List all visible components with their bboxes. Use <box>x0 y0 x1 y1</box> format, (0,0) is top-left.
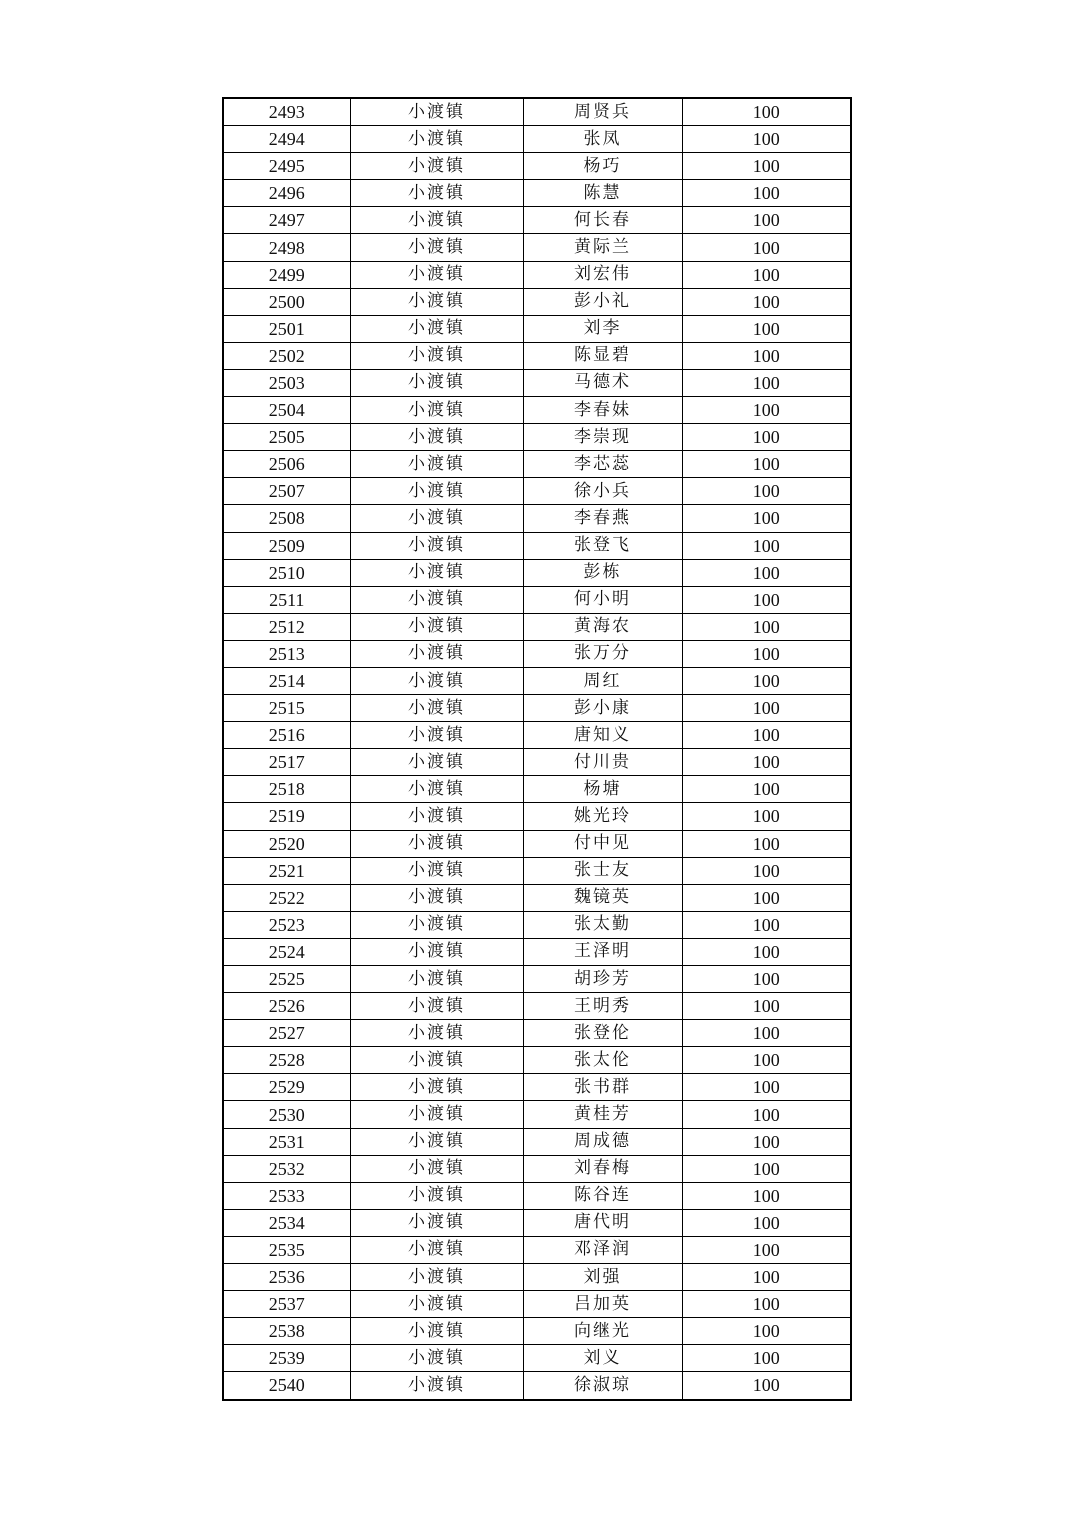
amount-cell: 100 <box>682 1318 851 1345</box>
person-name-cell: 彭小礼 <box>523 288 682 315</box>
amount-cell: 100 <box>682 1264 851 1291</box>
serial-number-cell: 2537 <box>223 1291 350 1318</box>
person-name-cell: 付中见 <box>523 830 682 857</box>
town-cell: 小渡镇 <box>350 1155 523 1182</box>
serial-number-cell: 2517 <box>223 749 350 776</box>
person-name-cell: 王明秀 <box>523 993 682 1020</box>
town-cell: 小渡镇 <box>350 1101 523 1128</box>
serial-number-cell: 2532 <box>223 1155 350 1182</box>
amount-cell: 100 <box>682 695 851 722</box>
person-name-cell: 邓泽润 <box>523 1236 682 1263</box>
serial-number-cell: 2525 <box>223 966 350 993</box>
town-cell: 小渡镇 <box>350 288 523 315</box>
serial-number-cell: 2527 <box>223 1020 350 1047</box>
amount-cell: 100 <box>682 722 851 749</box>
person-name-cell: 何小明 <box>523 586 682 613</box>
town-cell: 小渡镇 <box>350 1047 523 1074</box>
serial-number-cell: 2519 <box>223 803 350 830</box>
table-row <box>223 1128 851 1155</box>
amount-cell: 100 <box>682 1372 851 1400</box>
town-cell: 小渡镇 <box>350 640 523 667</box>
serial-number-cell: 2507 <box>223 478 350 505</box>
person-name-cell: 徐淑琼 <box>523 1372 682 1400</box>
table-row <box>223 1236 851 1263</box>
town-cell: 小渡镇 <box>350 1128 523 1155</box>
serial-number-cell: 2536 <box>223 1264 350 1291</box>
person-name-cell: 刘强 <box>523 1264 682 1291</box>
serial-number-cell: 2521 <box>223 857 350 884</box>
table-row <box>223 342 851 369</box>
amount-cell: 100 <box>682 261 851 288</box>
serial-number-cell: 2526 <box>223 993 350 1020</box>
person-name-cell: 陈谷连 <box>523 1182 682 1209</box>
town-cell: 小渡镇 <box>350 207 523 234</box>
table-row <box>223 98 851 126</box>
person-name-cell: 王泽明 <box>523 938 682 965</box>
amount-cell: 100 <box>682 1101 851 1128</box>
serial-number-cell: 2518 <box>223 776 350 803</box>
amount-cell: 100 <box>682 1074 851 1101</box>
town-cell: 小渡镇 <box>350 1372 523 1400</box>
town-cell: 小渡镇 <box>350 1182 523 1209</box>
table-row <box>223 559 851 586</box>
person-name-cell: 姚光玲 <box>523 803 682 830</box>
table-row <box>223 397 851 424</box>
town-cell: 小渡镇 <box>350 830 523 857</box>
person-name-cell: 黄桂芳 <box>523 1101 682 1128</box>
table-row <box>223 1047 851 1074</box>
town-cell: 小渡镇 <box>350 559 523 586</box>
table-row <box>223 857 851 884</box>
serial-number-cell: 2497 <box>223 207 350 234</box>
town-cell: 小渡镇 <box>350 966 523 993</box>
town-cell: 小渡镇 <box>350 342 523 369</box>
table-row <box>223 261 851 288</box>
amount-cell: 100 <box>682 180 851 207</box>
amount-cell: 100 <box>682 153 851 180</box>
town-cell: 小渡镇 <box>350 234 523 261</box>
serial-number-cell: 2498 <box>223 234 350 261</box>
table-row <box>223 1020 851 1047</box>
amount-cell: 100 <box>682 1182 851 1209</box>
town-cell: 小渡镇 <box>350 586 523 613</box>
serial-number-cell: 2506 <box>223 451 350 478</box>
table-row <box>223 722 851 749</box>
amount-cell: 100 <box>682 559 851 586</box>
table-row <box>223 911 851 938</box>
serial-number-cell: 2509 <box>223 532 350 559</box>
amount-cell: 100 <box>682 505 851 532</box>
serial-number-cell: 2496 <box>223 180 350 207</box>
person-name-cell: 刘春梅 <box>523 1155 682 1182</box>
person-name-cell: 周红 <box>523 667 682 694</box>
town-cell: 小渡镇 <box>350 315 523 342</box>
table-row <box>223 1074 851 1101</box>
amount-cell: 100 <box>682 1047 851 1074</box>
serial-number-cell: 2502 <box>223 342 350 369</box>
amount-cell: 100 <box>682 884 851 911</box>
amount-cell: 100 <box>682 126 851 153</box>
table-row <box>223 613 851 640</box>
amount-cell: 100 <box>682 369 851 396</box>
amount-cell: 100 <box>682 830 851 857</box>
table-row <box>223 1264 851 1291</box>
recipient-table <box>222 97 852 1401</box>
amount-cell: 100 <box>682 667 851 694</box>
amount-cell: 100 <box>682 234 851 261</box>
town-cell: 小渡镇 <box>350 1074 523 1101</box>
serial-number-cell: 2499 <box>223 261 350 288</box>
table-row <box>223 126 851 153</box>
table-row <box>223 505 851 532</box>
serial-number-cell: 2515 <box>223 695 350 722</box>
amount-cell: 100 <box>682 1128 851 1155</box>
serial-number-cell: 2535 <box>223 1236 350 1263</box>
town-cell: 小渡镇 <box>350 505 523 532</box>
amount-cell: 100 <box>682 857 851 884</box>
person-name-cell: 徐小兵 <box>523 478 682 505</box>
table-row <box>223 884 851 911</box>
town-cell: 小渡镇 <box>350 451 523 478</box>
town-cell: 小渡镇 <box>350 1209 523 1236</box>
amount-cell: 100 <box>682 749 851 776</box>
serial-number-cell: 2531 <box>223 1128 350 1155</box>
town-cell: 小渡镇 <box>350 1020 523 1047</box>
amount-cell: 100 <box>682 613 851 640</box>
amount-cell: 100 <box>682 451 851 478</box>
person-name-cell: 唐代明 <box>523 1209 682 1236</box>
amount-cell: 100 <box>682 776 851 803</box>
town-cell: 小渡镇 <box>350 532 523 559</box>
town-cell: 小渡镇 <box>350 153 523 180</box>
amount-cell: 100 <box>682 1155 851 1182</box>
amount-cell: 100 <box>682 966 851 993</box>
town-cell: 小渡镇 <box>350 911 523 938</box>
town-cell: 小渡镇 <box>350 1291 523 1318</box>
person-name-cell: 吕加英 <box>523 1291 682 1318</box>
town-cell: 小渡镇 <box>350 180 523 207</box>
town-cell: 小渡镇 <box>350 667 523 694</box>
serial-number-cell: 2522 <box>223 884 350 911</box>
amount-cell: 100 <box>682 586 851 613</box>
table-row <box>223 234 851 261</box>
town-cell: 小渡镇 <box>350 1318 523 1345</box>
amount-cell: 100 <box>682 207 851 234</box>
town-cell: 小渡镇 <box>350 722 523 749</box>
serial-number-cell: 2528 <box>223 1047 350 1074</box>
person-name-cell: 李春妹 <box>523 397 682 424</box>
town-cell: 小渡镇 <box>350 776 523 803</box>
person-name-cell: 刘义 <box>523 1345 682 1372</box>
table-row <box>223 451 851 478</box>
amount-cell: 100 <box>682 288 851 315</box>
amount-cell: 100 <box>682 1291 851 1318</box>
person-name-cell: 马德术 <box>523 369 682 396</box>
amount-cell: 100 <box>682 98 851 126</box>
person-name-cell: 黄海农 <box>523 613 682 640</box>
serial-number-cell: 2508 <box>223 505 350 532</box>
person-name-cell: 魏镜英 <box>523 884 682 911</box>
table-row <box>223 803 851 830</box>
table-row <box>223 288 851 315</box>
serial-number-cell: 2493 <box>223 98 350 126</box>
table-row <box>223 424 851 451</box>
serial-number-cell: 2523 <box>223 911 350 938</box>
person-name-cell: 刘宏伟 <box>523 261 682 288</box>
town-cell: 小渡镇 <box>350 938 523 965</box>
town-cell: 小渡镇 <box>350 424 523 451</box>
table-row <box>223 1182 851 1209</box>
serial-number-cell: 2504 <box>223 397 350 424</box>
person-name-cell: 杨巧 <box>523 153 682 180</box>
amount-cell: 100 <box>682 938 851 965</box>
town-cell: 小渡镇 <box>350 749 523 776</box>
town-cell: 小渡镇 <box>350 369 523 396</box>
serial-number-cell: 2538 <box>223 1318 350 1345</box>
table-row <box>223 830 851 857</box>
person-name-cell: 黄际兰 <box>523 234 682 261</box>
amount-cell: 100 <box>682 397 851 424</box>
person-name-cell: 张士友 <box>523 857 682 884</box>
amount-cell: 100 <box>682 1345 851 1372</box>
person-name-cell: 向继光 <box>523 1318 682 1345</box>
town-cell: 小渡镇 <box>350 1236 523 1263</box>
town-cell: 小渡镇 <box>350 857 523 884</box>
person-name-cell: 陈显碧 <box>523 342 682 369</box>
amount-cell: 100 <box>682 342 851 369</box>
person-name-cell: 张登伦 <box>523 1020 682 1047</box>
person-name-cell: 张凤 <box>523 126 682 153</box>
table-row <box>223 207 851 234</box>
serial-number-cell: 2524 <box>223 938 350 965</box>
serial-number-cell: 2540 <box>223 1372 350 1400</box>
serial-number-cell: 2529 <box>223 1074 350 1101</box>
amount-cell: 100 <box>682 532 851 559</box>
table-row <box>223 938 851 965</box>
table-row <box>223 667 851 694</box>
serial-number-cell: 2501 <box>223 315 350 342</box>
table-row <box>223 1101 851 1128</box>
table-row <box>223 1372 851 1400</box>
table-row <box>223 640 851 667</box>
person-name-cell: 李崇现 <box>523 424 682 451</box>
amount-cell: 100 <box>682 1209 851 1236</box>
amount-cell: 100 <box>682 424 851 451</box>
person-name-cell: 张登飞 <box>523 532 682 559</box>
person-name-cell: 张太勤 <box>523 911 682 938</box>
person-name-cell: 张万分 <box>523 640 682 667</box>
town-cell: 小渡镇 <box>350 803 523 830</box>
person-name-cell: 周成德 <box>523 1128 682 1155</box>
serial-number-cell: 2512 <box>223 613 350 640</box>
amount-cell: 100 <box>682 911 851 938</box>
serial-number-cell: 2505 <box>223 424 350 451</box>
serial-number-cell: 2514 <box>223 667 350 694</box>
person-name-cell: 杨塘 <box>523 776 682 803</box>
town-cell: 小渡镇 <box>350 993 523 1020</box>
serial-number-cell: 2513 <box>223 640 350 667</box>
amount-cell: 100 <box>682 993 851 1020</box>
serial-number-cell: 2530 <box>223 1101 350 1128</box>
table-row <box>223 586 851 613</box>
town-cell: 小渡镇 <box>350 126 523 153</box>
person-name-cell: 李春燕 <box>523 505 682 532</box>
table-row <box>223 1345 851 1372</box>
serial-number-cell: 2533 <box>223 1182 350 1209</box>
table-row <box>223 1291 851 1318</box>
town-cell: 小渡镇 <box>350 613 523 640</box>
table-row <box>223 966 851 993</box>
table-row <box>223 180 851 207</box>
serial-number-cell: 2511 <box>223 586 350 613</box>
amount-cell: 100 <box>682 478 851 505</box>
amount-cell: 100 <box>682 803 851 830</box>
town-cell: 小渡镇 <box>350 1345 523 1372</box>
table-row <box>223 1155 851 1182</box>
town-cell: 小渡镇 <box>350 478 523 505</box>
town-cell: 小渡镇 <box>350 884 523 911</box>
table-row <box>223 369 851 396</box>
town-cell: 小渡镇 <box>350 1264 523 1291</box>
table-row <box>223 315 851 342</box>
person-name-cell: 周贤兵 <box>523 98 682 126</box>
town-cell: 小渡镇 <box>350 261 523 288</box>
serial-number-cell: 2510 <box>223 559 350 586</box>
serial-number-cell: 2503 <box>223 369 350 396</box>
recipient-table-body <box>223 98 851 1400</box>
person-name-cell: 何长春 <box>523 207 682 234</box>
table-row <box>223 478 851 505</box>
person-name-cell: 胡珍芳 <box>523 966 682 993</box>
person-name-cell: 唐知义 <box>523 722 682 749</box>
town-cell: 小渡镇 <box>350 695 523 722</box>
serial-number-cell: 2539 <box>223 1345 350 1372</box>
person-name-cell: 刘李 <box>523 315 682 342</box>
serial-number-cell: 2500 <box>223 288 350 315</box>
person-name-cell: 付川贵 <box>523 749 682 776</box>
person-name-cell: 张书群 <box>523 1074 682 1101</box>
serial-number-cell: 2516 <box>223 722 350 749</box>
table-row <box>223 532 851 559</box>
table-row <box>223 776 851 803</box>
table-row <box>223 1209 851 1236</box>
amount-cell: 100 <box>682 1020 851 1047</box>
amount-cell: 100 <box>682 315 851 342</box>
table-row <box>223 1318 851 1345</box>
town-cell: 小渡镇 <box>350 397 523 424</box>
table-row <box>223 749 851 776</box>
person-name-cell: 李芯蕊 <box>523 451 682 478</box>
person-name-cell: 陈慧 <box>523 180 682 207</box>
table-row <box>223 153 851 180</box>
person-name-cell: 彭小康 <box>523 695 682 722</box>
table-row <box>223 695 851 722</box>
table-row <box>223 993 851 1020</box>
serial-number-cell: 2494 <box>223 126 350 153</box>
person-name-cell: 张太伦 <box>523 1047 682 1074</box>
serial-number-cell: 2534 <box>223 1209 350 1236</box>
person-name-cell: 彭栋 <box>523 559 682 586</box>
serial-number-cell: 2495 <box>223 153 350 180</box>
amount-cell: 100 <box>682 640 851 667</box>
serial-number-cell: 2520 <box>223 830 350 857</box>
amount-cell: 100 <box>682 1236 851 1263</box>
town-cell: 小渡镇 <box>350 98 523 126</box>
